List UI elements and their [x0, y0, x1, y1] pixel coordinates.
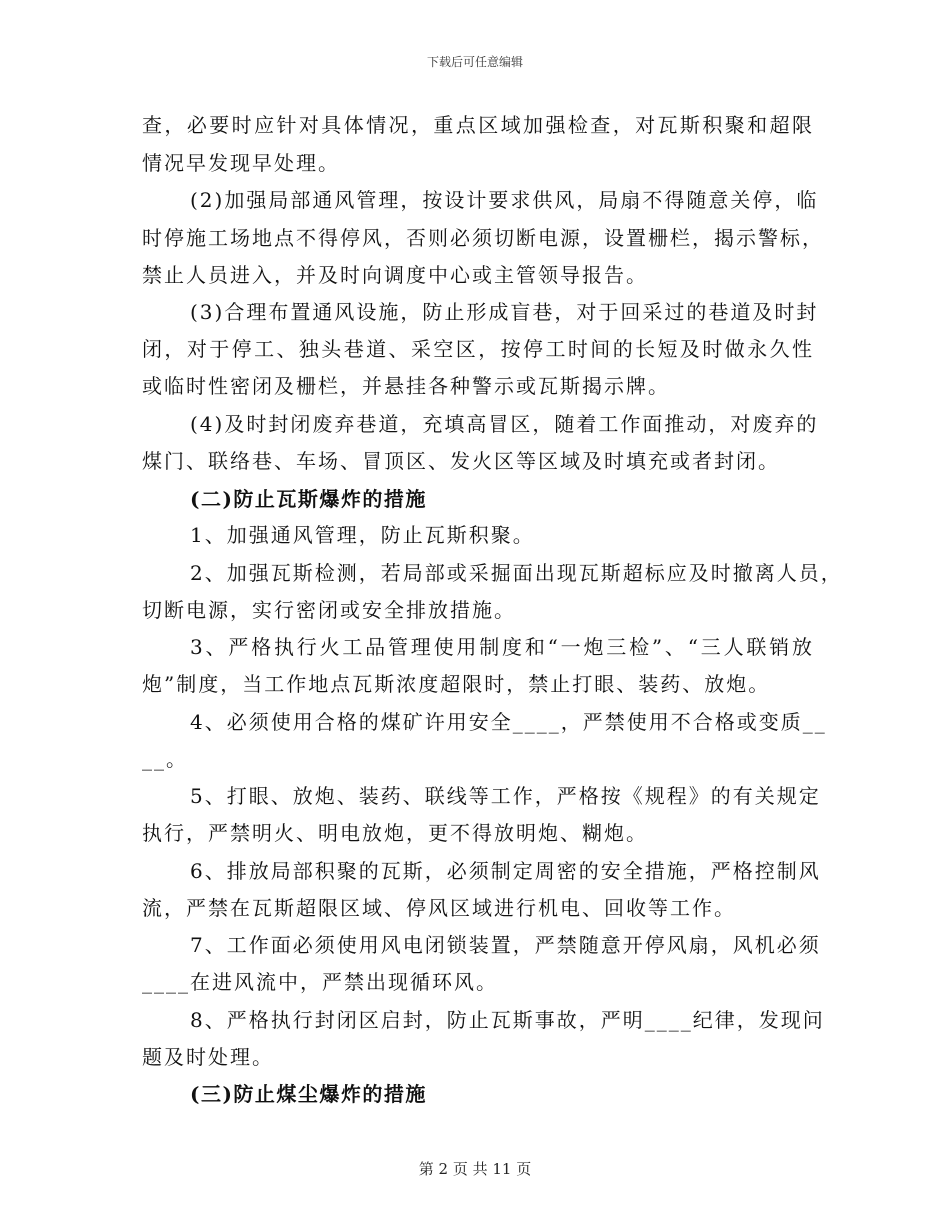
- text-line: (2)加强局部通风管理，按设计要求供风，局扇不得随意关停，临: [190, 188, 819, 212]
- text-line: 情况早发现早处理。: [142, 151, 340, 175]
- text-line: 煤门、联络巷、车场、冒顶区、发火区等区域及时填充或者封闭。: [142, 449, 780, 473]
- section-heading: (三)防止煤尘爆炸的措施: [190, 1082, 427, 1106]
- text-line: 切断电源，实行密闭或安全排放措施。: [142, 598, 516, 622]
- text-line: 6、排放局部积聚的瓦斯，必须制定周密的安全措施，严格控制风: [190, 859, 821, 883]
- text-line: 1、加强通风管理，防止瓦斯积聚。: [190, 523, 535, 547]
- text-line: 2、加强瓦斯检测，若局部或采掘面出现瓦斯超标应及时撤离人员，: [190, 561, 843, 585]
- text-line: 7、工作面必须使用风电闭锁装置，严禁随意开停风扇，风机必须: [190, 933, 821, 957]
- text-line: 3、严格执行火工品管理使用制度和“一炮三检”、“三人联销放: [190, 635, 814, 659]
- text-line: 禁止人员进入，并及时向调度中心或主管领导报告。: [142, 263, 648, 287]
- text-line: 闭，对于停工、独头巷道、采空区，按停工时间的长短及时做永久性: [142, 337, 814, 361]
- text-line: 查，必要时应针对具体情况，重点区域加强检查，对瓦斯积聚和超限: [142, 113, 814, 137]
- text-line: (4)及时封闭废弃巷道，充填高冒区，随着工作面推动，对废弃的: [190, 412, 819, 436]
- text-line: 炮”制度，当工作地点瓦斯浓度超限时，禁止打眼、装药、放炮。: [142, 672, 771, 696]
- text-line: 或临时性密闭及栅栏，并悬挂各种警示或瓦斯揭示牌。: [142, 374, 670, 398]
- text-line: 4、必须使用合格的煤矿许用安全____，严禁使用不合格或变质__: [190, 710, 827, 734]
- text-line: 题及时处理。: [142, 1045, 274, 1069]
- page-header-note: 下载后可任意编辑: [426, 55, 523, 69]
- text-line: __。: [142, 747, 188, 771]
- text-line: 8、严格执行封闭区启封，防止瓦斯事故，严明____纪律，发现问: [190, 1008, 825, 1032]
- section-heading: (二)防止瓦斯爆炸的措施: [190, 487, 427, 511]
- text-line: 执行，严禁明火、明电放炮，更不得放明炮、糊炮。: [142, 821, 648, 845]
- text-line: (3)合理布置通风设施，防止形成盲巷，对于回采过的巷道及时封: [190, 300, 819, 324]
- page-number: 第 2 页 共 11 页: [418, 1160, 532, 1178]
- text-line: ____在进风流中，严禁出现循环风。: [142, 970, 498, 994]
- text-line: 时停施工场地点不得停风，否则必须切断电源，设置栅栏，揭示警标，: [142, 226, 824, 250]
- text-line: 5、打眼、放炮、装药、联线等工作，严格按《规程》的有关规定: [190, 784, 821, 808]
- text-line: 流，严禁在瓦斯超限区域、停风区域进行机电、回收等工作。: [142, 896, 736, 920]
